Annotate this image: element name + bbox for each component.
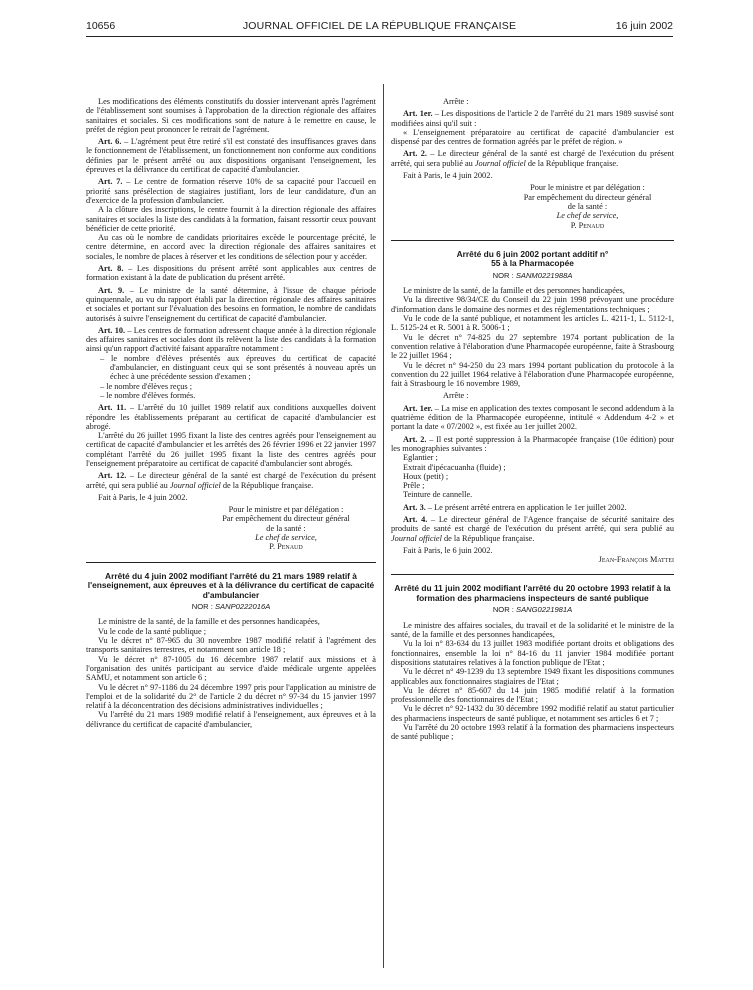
issue-date: 16 juin 2002 [615,20,673,32]
paragraph: Vu le code de la santé publique, et notamment les articles L. 4211-1, L. 5112-1, L. 5125-24 et R. 5001 à R. 5006-1 ; [391,314,674,333]
article-1 [391,109,674,128]
signature-block [391,183,674,229]
article-label: Art. 10. [98,325,126,335]
article-label: Art. 9. [98,285,125,295]
paragraph: Vu le décret n° 74-825 du 27 septembre 1974 portant publication de la convention relative à l'élaboration d'une Pharmacopée européenne, faite à Strasbourg le 22 juillet 1964 ; [391,332,674,361]
section-rule [86,562,376,563]
signature-line: de la santé : [567,201,608,211]
article-label: Art. 4. [403,514,428,524]
list-item: Eglantier ; [403,453,438,463]
decree-title: Arrêté du 11 juin 2002 modifiant l'arrêté du 20 octobre 1993 relatif à la formation des pharmaciens inspecteurs de santé publique [394,583,671,603]
paragraph: « L'enseignement préparatoire au certificat de capacité d'ambulancier est dispensé par des centres de formation agréés par le préfet de région. » [391,127,674,147]
decree-title: Arrêté du 6 juin 2002 portant additif n° 55 à la Pharmacopée [456,248,609,269]
paragraph: Vu le code de la santé publique ; [98,626,207,636]
paragraph: L'arrêté du 26 juillet 1995 fixant la liste des centres agréés pour l'enseignement au certificat de capacité d'ambulancier et les arrêtés des 26 février 1996 et 22 janvier 1997 complétant l'arrêté du 26 juillet 1995 fixant la liste des centres agréés pour l'enseignement préparatoire au certificat de capacité d'ambulancier sont abrogés. [86,431,376,468]
article-2 [391,435,674,454]
article-text: – Le directeur général de la santé est chargé de l'exécution du présent arrêté, qui sera publié au [86,471,376,490]
signature-date: Fait à Paris, le 6 juin 2002. [403,545,493,555]
signature-line: Pour le ministre et par délégation : [228,505,344,515]
signature-line: de la santé : [266,523,306,533]
article-8 [86,264,376,283]
paragraph: Le ministre de la santé, de la famille et des personnes handicapées, [403,286,625,296]
signature-line: Par empêchement du directeur général [222,514,350,524]
article-text: – La mise en application des textes composant le second addendum à la quatrième édition de la Pharmacopée européenne, intitulé « Addendum 4-2 » et portant la date « 07/2002 », est fixée au 1er juillet 2002. [391,403,674,432]
left-column [86,97,376,729]
article-label: Art. 8. [98,264,124,274]
paragraph: Le ministre de la santé, de la famille et des personnes handicapées, [98,617,320,627]
nor-code: SANM0221988A [515,270,573,280]
nor-label: NOR : [191,602,215,612]
journal-name: Journal officiel [169,480,221,490]
paragraph: Vu la directive 98/34/CE du Conseil du 22 juin 1998 prévoyant une procédure d'information dans le domaine des normes et des réglementations techniques ; [391,295,674,314]
signature-line: Pour le ministre et par délégation : [530,183,645,193]
signature-line: Le chef de service, [556,211,619,221]
article-6 [86,137,376,174]
article-text: – Le présent arrêté entrera en application le 1er juillet 2002. [425,502,627,512]
signature-date: Fait à Paris, le 4 juin 2002. [403,171,493,181]
article-text: de la République française. [441,533,535,543]
article-text: – Le directeur général de la santé est chargé de l'exécution du présent arrêté, qui sera publié au [391,149,675,168]
paragraph: Vu le décret n° 92-1432 du 30 décembre 1992 modifié relatif au statut particulier des pharmaciens inspecteurs de santé publique, et notamment ses articles 6 et 7 ; [391,704,674,723]
article-1 [391,404,674,432]
article-text: – Les centres de formation adressent chaque année à la direction régionale des affaires sanitaires et sociales dont ils relèvent la liste des candidats à la formation ainsi qu'un rapport d'activité faisant apparaître notamment : [86,325,376,354]
article-label: Art. 2. [403,434,427,444]
article-2 [391,149,674,168]
paragraph: Vu le décret n° 94-250 du 23 mars 1994 portant publication du protocole à la convention du 22 juillet 1964 relative à l'élaboration d'une Pharmacopée européenne, fait à Strasbourg le 16 novembre 1989, [391,360,674,389]
list-item: – le nombre d'élèves reçus ; [100,381,193,391]
arrete-heading: Arrête : [443,97,469,106]
journal-name: Journal officiel [391,533,442,543]
article-label: Art. 2. [403,149,427,159]
paragraph: Vu le décret n° 49-1239 du 13 septembre 1949 fixant les dispositions communes applicables aux fonctionnaires stagiaires de l'Etat ; [391,667,674,686]
article-7 [86,177,376,205]
article-label: Art. 6. [98,137,122,147]
journal-title: JOURNAL OFFICIEL DE LA RÉPUBLIQUE FRANÇAISE [242,20,517,32]
article-text: – L'arrêté du 10 juillet 1989 relatif aux conditions auxquelles doivent répondre les établissements préparant au certificat de capacité d'ambulancier est abrogé. [86,403,376,431]
page-header [86,20,673,34]
arrete-heading: Arrête : [443,391,469,401]
signatory-name: P. Penaud [269,542,303,552]
article-text: de la République française. [220,480,314,490]
signature-date: Fait à Paris, le 4 juin 2002. [98,492,188,502]
article-text: – Le directeur général de l'Agence française de sécurité sanitaire des produits de santé est chargé de l'exécution du présent arrêté, qui sera publié au [391,514,674,534]
paragraph: Au cas où le nombre de candidats prioritaires excède le pourcentage précité, le centre détermine, en accord avec la direction régionale des affaires sanitaires et sociales, le nombre de places à réserver et les conditions de sélection pour y accéder. [86,233,376,261]
section-rule [391,240,674,241]
paragraph: Vu le décret n° 87-1005 du 16 décembre 1987 relatif aux missions et à l'organisation des unités participant au service d'aide médicale urgente appelées SAMU, et notamment son article 6 ; [86,654,376,683]
right-column [391,97,674,742]
article-3 [391,503,674,512]
signature-block [86,505,376,551]
article-text: – Il est porté suppression à la Pharmacopée française (10e édition) pour les monographies suivantes : [391,434,674,453]
nor-label: NOR : [492,605,517,615]
paragraph: Vu le décret n° 85-607 du 14 juin 1985 modifié relatif à la formation professionnelle des fonctionnaires de l'Etat ; [391,685,674,705]
nor-code: SANP0222016A [214,602,271,612]
signatory-name: P. Penaud [570,220,605,230]
article-text: – L'agrément peut être retiré s'il est constaté des insuffisances graves dans le fonctionnement de l'établissement, un fonctionnement non conforme aux conditions définies par le présent arrêté ou aux dispositions organisant l'enseignement, les épreuves et la délivrance du certificat de capacité d'ambulancier. [86,137,376,175]
article-12 [86,471,376,490]
nor-reference [391,605,674,614]
list-item: Teinture de cannelle. [403,490,473,500]
section-rule [391,574,674,575]
paragraph: Vu le décret n° 97-1186 du 24 décembre 1997 pris pour l'application au ministre de l'emploi et de la solidarité du 2° de l'article 2 du décret n° 97-34 du 15 janvier 1997 relatif à la déconcentration des décisions administratives individuelles ; [86,682,376,711]
list-item: Prêle ; [403,481,425,491]
article-text: de la République française. [525,158,619,168]
paragraph: A la clôture des inscriptions, le centre fournit à la direction régionale des affaires sanitaires et sociales la liste des candidats à la formation, faisant ressortir ceux pouvant bénéficier de cette priorité. [86,205,376,233]
article-text: – Les dispositions du présent arrêté sont applicables aux centres de formation existant à la date de publication du présent arrêté. [86,264,377,283]
column-divider [383,84,384,968]
nor-reference [86,602,376,611]
signatory-name: Jean-François Mattei [598,555,674,565]
article-11 [86,403,376,431]
article-label: Art. 11. [98,403,127,413]
paragraph: Vu le décret n° 87-965 du 30 novembre 1987 modifié relatif à l'agrément des transports sanitaires terrestres, et notamment son article 18 ; [86,636,376,655]
article-label: Art. 12. [98,471,127,481]
article-label: Art. 1er. [403,403,433,413]
article-text: – Le centre de formation réserve 10% de sa capacité pour l'accueil en priorité sans présélection de stagiaires justifiant, lors de leur candidature, d'un an d'exercice de la profession d'ambulancier. [86,177,377,205]
article-10 [86,326,376,354]
paragraph: Le ministre des affaires sociales, du travail et de la solidarité et le ministre de la santé, de la famille et des personnes handicapées, [391,620,674,640]
nor-reference [391,271,674,280]
paragraph: Les modifications des éléments constitutifs du dossier intervenant après l'agrément de l'établissement sont soumises à l'approbation de la direction régionale des affaires sanitaires et sociales. Si ces modifications sont de nature à le remettre en cause, le préfet de région peut prononcer le retrait de l'agrément. [86,97,376,134]
list-item: – le nombre d'élèves présentés aux épreuves du certificat de capacité d'ambulancier, en distinguant ceux qui se sont présentés à nouveau après un échec à une précédente session d'examen ; [100,353,376,382]
signature-line: Le chef de service, [255,533,317,543]
article-text: – Le ministre de la santé détermine, à l'issue de chaque période quinquennale, au vu du rapport établi par la direction régionale des affaires sanitaires et sociales et portant sur l'évaluation des besoins en formation, le nombre de candidats autorisés à suivre l'enseignement du certificat de capacité d'ambulancier. [86,285,377,323]
header-rule [86,36,673,37]
article-4 [391,515,674,543]
article-9 [86,286,376,323]
article-label: Art. 1er. [403,109,433,119]
nor-code: SANG0221981A [516,605,573,615]
article-text: – Les dispositions de l'article 2 de l'arrêté du 21 mars 1989 susvisé sont modifiées ainsi qu'il suit : [391,109,674,128]
list-item: – le nombre d'élèves formés. [100,390,196,400]
journal-name: Journal officiel [474,158,526,168]
list-item: Houx (petit) ; [403,471,449,481]
signature-line: Par empêchement du directeur général [523,192,652,202]
article-label: Art. 3. [403,502,426,512]
decree-title: Arrêté du 4 juin 2002 modifiant l'arrêté du 21 mars 1989 relatif à l'enseignement, aux épreuves et à la délivrance du certificat de capacité d'ambulancier [87,570,375,600]
list-item: Extrait d'ipécacuanha (fluide) ; [403,462,506,472]
paragraph: Vu l'arrêté du 20 octobre 1993 relatif à la formation des pharmaciens inspecteurs de santé publique ; [391,723,674,742]
paragraph: Vu l'arrêté du 21 mars 1989 modifié relatif à l'enseignement, aux épreuves et à la délivrance du certificat de capacité d'ambulancier, [86,710,376,729]
nor-label: NOR : [492,270,516,280]
page-number: 10656 [86,20,116,32]
article-label: Art. 7. [98,177,123,187]
paragraph: Vu la loi n° 83-634 du 13 juillet 1983 modifiée portant droits et obligations des fonctionnaires, ensemble la loi n° 84-16 du 11 janvier 1984 modifiée portant dispositions statutaires relatives à la fonction publique de l'Etat ; [391,639,674,667]
